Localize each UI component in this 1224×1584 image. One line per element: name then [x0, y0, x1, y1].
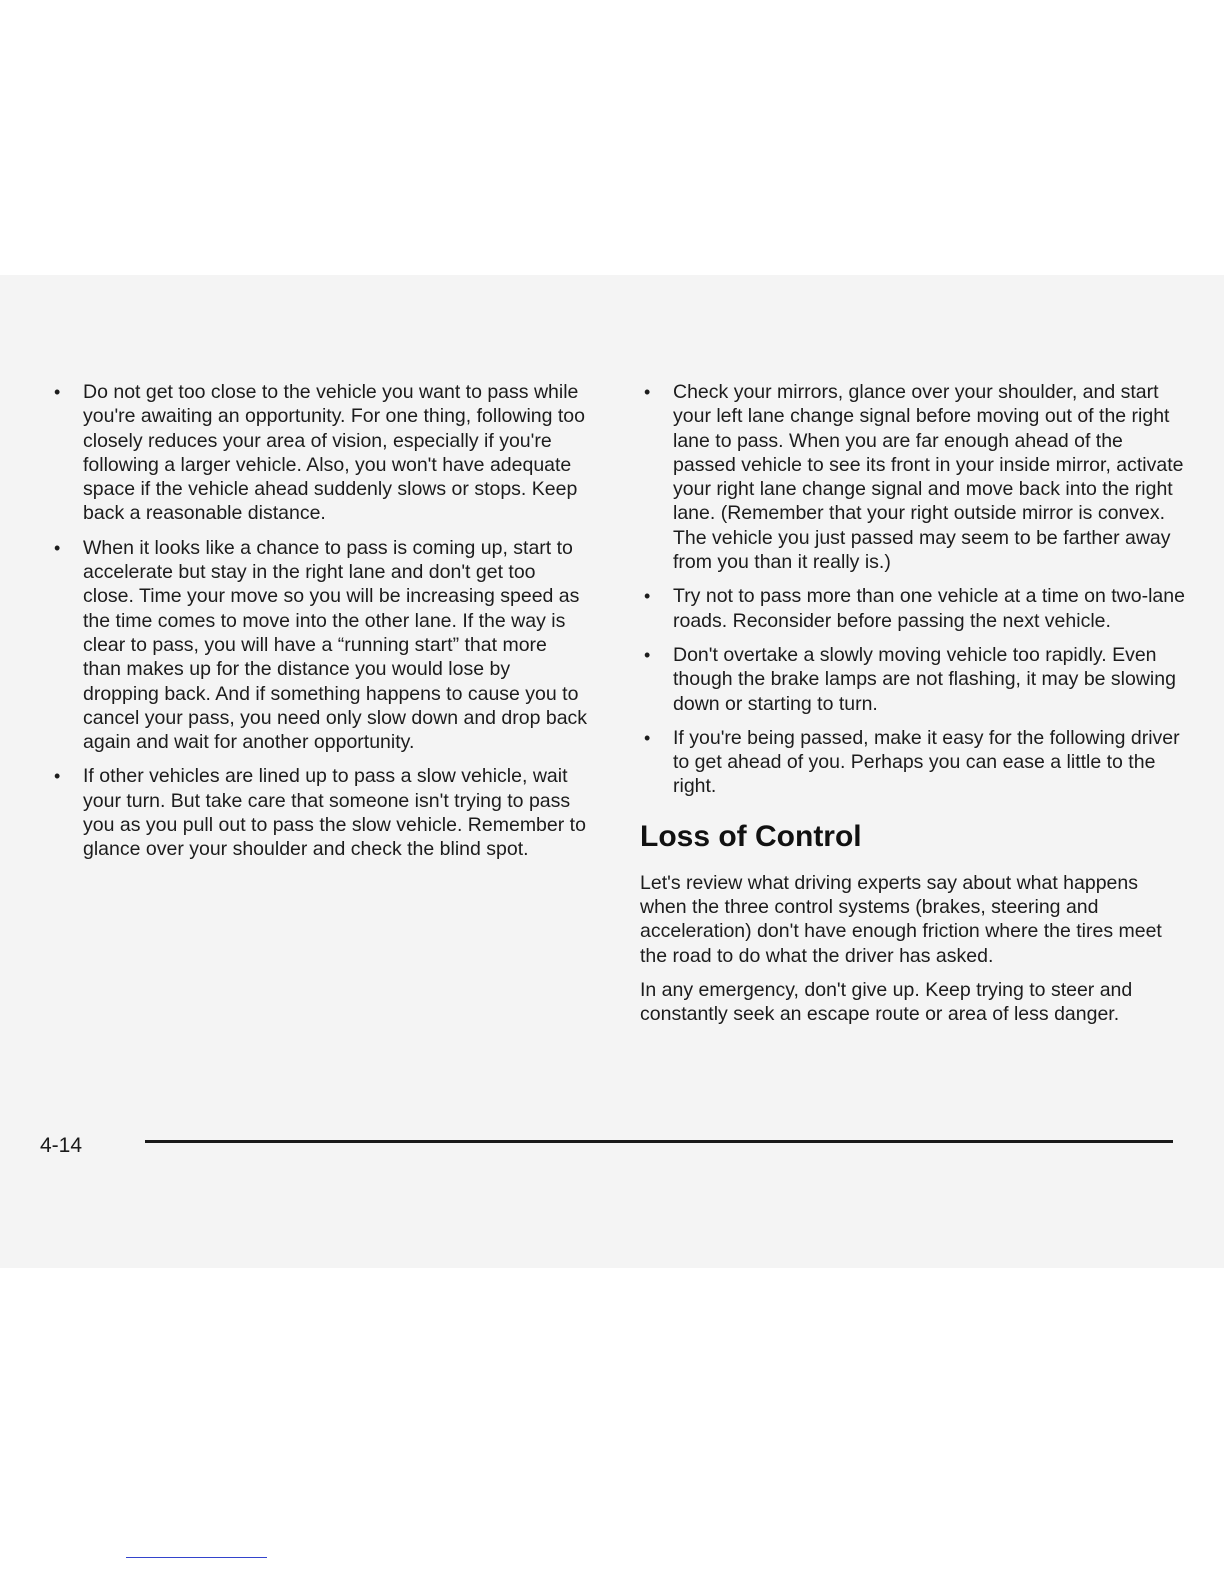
bullet-list-left: [50, 380, 590, 862]
body-paragraph: In any emergency, don't give up. Keep trying to steer and constantly seek an escape route or area of less danger.: [640, 978, 1133, 1026]
body-paragraph: Let's review what driving experts say about what happens when the three control systems (brakes, steering and acceleration) don't have enough friction where the tires meet the road to do what the driver has asked.: [640, 871, 1162, 967]
bullet-list-right: [640, 380, 1185, 799]
section-heading: Loss of Control: [640, 819, 862, 853]
right-column: [640, 380, 1185, 1037]
list-item: [50, 764, 590, 861]
bullet-icon: •: [54, 766, 61, 787]
list-item-text: Do not get too close to the vehicle you want to pass while you're awaiting an opportunity. For one thing, following too closely reduces your area of vision, especially if you're following a larger vehicle. Also, you won't have adequate space if the vehicle ahead suddenly slows or stops. Keep back a reasonable distance.: [83, 381, 586, 525]
list-item-text: If other vehicles are lined up to pass a slow vehicle, wait your turn. But take care that someone isn't trying to pass you as you pull out to pass the slow vehicle. Remember to glance over your shoulder and check the blind spot.: [83, 765, 586, 861]
bullet-icon: •: [644, 727, 651, 748]
list-item: [50, 536, 590, 755]
list-item-text: Check your mirrors, glance over your shoulder, and start your left lane change signal before moving out of the right lane to pass. When you are far enough ahead of the passed vehicle to see its front in your inside mirror, activate your right lane change signal and move back into the right lane. (Remember that your right outside mirror is convex. The vehicle you just passed may seem to be farther away from you than it really is.): [673, 381, 1184, 574]
list-item-text: Don't overtake a slowly moving vehicle too rapidly. Even though the brake lamps are not flashing, it may be slowing down or starting to turn.: [673, 643, 1176, 715]
list-item: [50, 380, 590, 526]
list-item: [640, 380, 1185, 574]
bullet-icon: •: [54, 537, 61, 558]
list-item: [640, 584, 1185, 633]
list-item: [640, 643, 1185, 716]
bottom-underline-divider: [126, 1557, 267, 1558]
list-item-text: Try not to pass more than one vehicle at a time on two-lane roads. Reconsider before passing the next vehicle.: [673, 585, 1185, 632]
list-item-text: When it looks like a chance to pass is coming up, start to accelerate but stay in the right lane and don't get too close. Time your move so you will be increasing speed as the time comes to move into the other lane. If the way is clear to pass, you will have a “running start” that more than makes up for the distance you would lose by dropping back. And if something happens to cause you to cancel your pass, you need only slow down and drop back again and wait for another opportunity.: [83, 536, 588, 754]
list-item: [640, 726, 1185, 799]
bullet-icon: •: [644, 644, 651, 665]
page-number: 4-14: [40, 1134, 83, 1157]
bullet-icon: •: [644, 586, 651, 607]
bullet-icon: •: [54, 382, 61, 402]
left-column: [50, 380, 590, 872]
footer-divider: [145, 1140, 1173, 1143]
bullet-icon: •: [644, 382, 651, 402]
list-item-text: If you're being passed, make it easy for the following driver to get ahead of you. Perhaps you can ease a little to the right.: [673, 726, 1180, 798]
